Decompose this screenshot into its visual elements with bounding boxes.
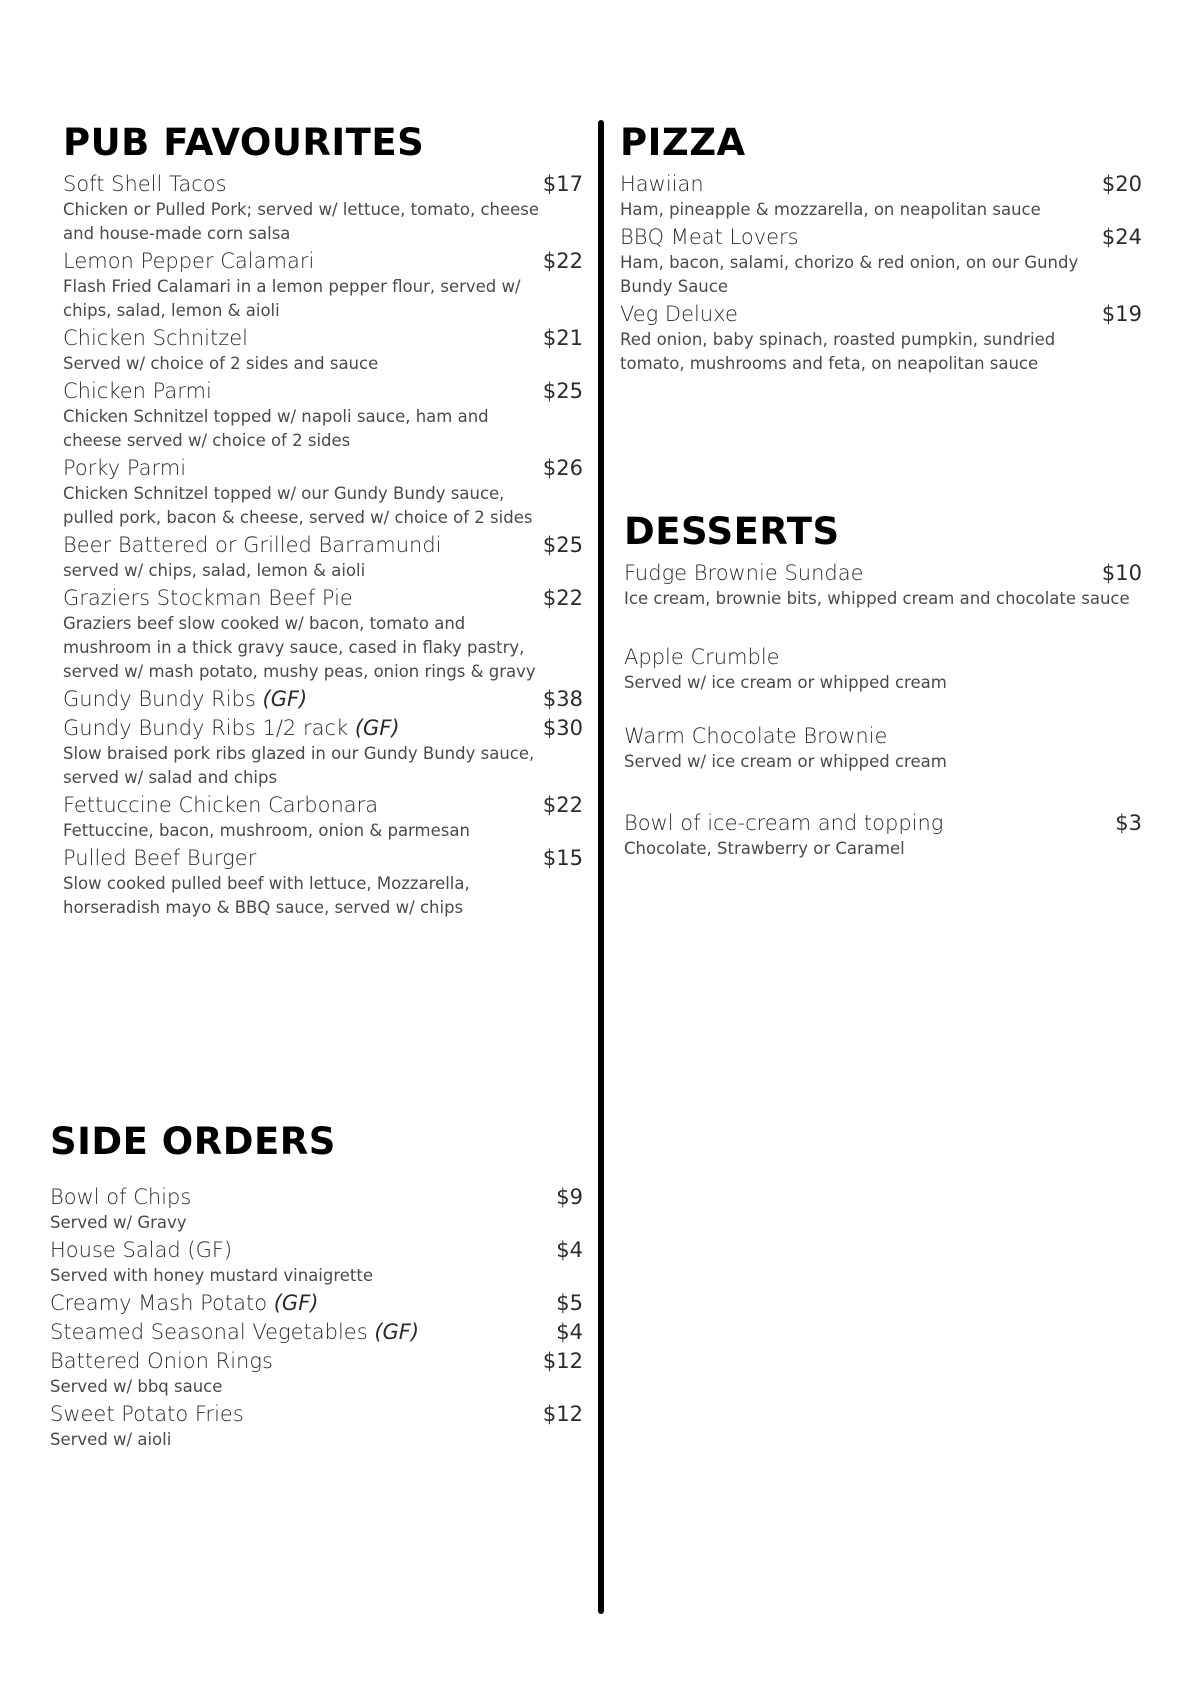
menu-item-description: served w/ chips, salad, lemon & aioli [63,561,366,580]
menu-item-name [63,248,314,275]
menu-item [63,248,583,323]
menu-item [50,1401,583,1452]
menu-item [50,1184,583,1235]
menu-item-name [50,1401,244,1428]
side-orders-section [50,1122,583,1452]
menu-item-name [624,560,864,587]
menu-item-title: Hawiian [620,172,704,196]
menu-item-name [63,845,256,872]
menu-item-description: Served w/ choice of 2 sides and sauce [63,354,379,373]
menu-item [63,585,583,684]
side-orders-list [50,1184,583,1452]
menu-item [624,723,1142,774]
menu-item-price: $15 [542,846,583,870]
menu-item [63,845,583,920]
menu-item-name [50,1348,273,1375]
menu-item-price: $21 [542,326,583,350]
menu-item-name [63,171,227,198]
menu-item-row [63,585,583,612]
menu-item [624,644,1142,695]
menu-item-row [624,560,1142,587]
menu-item [63,532,583,583]
pizza-section [620,123,1142,376]
menu-item-row [63,171,583,198]
menu-item-row [50,1401,583,1428]
menu-item-name [63,378,212,405]
gluten-free-tag: (GF) [348,716,400,740]
menu-item-title: Fudge Brownie Sundae [624,561,864,585]
menu-item-price: $10 [1101,561,1142,585]
menu-item-name [63,325,248,352]
menu-item [50,1237,583,1288]
menu-item-price: $9 [556,1185,583,1209]
menu-item-row [63,325,583,352]
menu-item-row [63,792,583,819]
menu-item-row [50,1319,583,1346]
menu-item-name [50,1290,318,1317]
menu-item-name [50,1319,419,1346]
menu-item-title: Lemon Pepper Calamari [63,249,315,273]
desserts-heading: DESSERTS [624,510,840,553]
menu-item-description: Served w/ Gravy [50,1213,187,1232]
menu-item-name [620,171,704,198]
menu-item-title: Bowl of ice-cream and topping [624,811,944,835]
menu-item-name [624,810,943,837]
gluten-free-tag: (GF) [267,1291,319,1315]
menu-item-description: Slow braised pork ribs glazed in our Gundy Bundy sauce, served w/ salad and chips [63,744,535,787]
menu-item-description: Served w/ aioli [50,1430,172,1449]
menu-item-name [624,644,780,671]
menu-item-title: Apple Crumble [624,645,780,669]
menu-item-price: $5 [556,1291,583,1315]
menu-item-title: Gundy Bundy Ribs [63,687,256,711]
menu-item-name [50,1184,191,1211]
menu-item-title: House Salad (GF) [50,1238,233,1262]
menu-item-description: Served w/ bbq sauce [50,1377,223,1396]
menu-item-price: $3 [1115,811,1142,835]
column-divider [598,120,604,1614]
menu-item-row [63,845,583,872]
menu-item-description: Served w/ ice cream or whipped cream [624,673,947,692]
menu-item-name [63,792,378,819]
menu-item-price: $19 [1101,302,1142,326]
menu-item-description: Ice cream, brownie bits, whipped cream and chocolate sauce [624,589,1130,608]
menu-item-title: Fettuccine Chicken Carbonara [63,793,379,817]
menu-item [63,686,583,713]
menu-item-row [624,810,1142,837]
menu-item-price: $22 [542,586,583,610]
menu-item-name [624,723,887,750]
menu-item [63,325,583,376]
gluten-free-tag: (GF) [367,1320,420,1344]
menu-item [50,1319,583,1346]
gluten-free-tag: (GF) [255,687,308,711]
menu-item-row [620,224,1142,251]
menu-item-row [50,1290,583,1317]
menu-item-name [50,1237,232,1264]
menu-item-name [620,301,738,328]
menu-item [624,560,1142,611]
menu-item-description: Ham, bacon, salami, chorizo & red onion, on our Gundy Bundy Sauce [620,253,1079,296]
menu-item-title: Sweet Potato Fries [50,1402,244,1426]
menu-item-row [620,171,1142,198]
menu-item-row [50,1348,583,1375]
menu-item [63,455,583,530]
menu-item-title: Battered Onion Rings [50,1349,273,1373]
menu-item-row [63,378,583,405]
menu-item-price: $26 [542,456,583,480]
menu-item [620,301,1142,376]
menu-item-row [63,455,583,482]
menu-item-name [620,224,799,251]
menu-item-price: $30 [542,716,583,740]
menu-item-row [624,644,1142,671]
menu-item-row [63,532,583,559]
menu-item-description: Chicken Schnitzel topped w/ our Gundy Bundy sauce, pulled pork, bacon & cheese, served w/ choice of 2 sides [63,484,533,527]
menu-item-description: Chicken Schnitzel topped w/ napoli sauce, ham and cheese served w/ choice of 2 sides [63,407,489,450]
menu-item-title: Gundy Bundy Ribs 1/2 rack [63,716,349,740]
menu-item [620,224,1142,299]
menu-item-description: Red onion, baby spinach, roasted pumpkin, sundried tomato, mushrooms and feta, on neapolitan sauce [620,330,1056,373]
menu-item-description: Fettuccine, bacon, mushroom, onion & parmesan [63,821,470,840]
menu-item-description: Served w/ ice cream or whipped cream [624,752,947,771]
pizza-list [620,171,1142,376]
menu-item-description: Slow cooked pulled beef with lettuce, Mozzarella, horseradish mayo & BBQ sauce, served w/ chips [63,874,470,917]
menu-item-price: $12 [542,1349,583,1373]
menu-item-name [63,532,442,559]
menu-item-price: $4 [556,1320,583,1344]
menu-item [63,715,583,790]
menu-item-row [63,248,583,275]
menu-item-name [63,455,186,482]
menu-item-row [63,686,583,713]
menu-item-description: Chocolate, Strawberry or Caramel [624,839,905,858]
menu-item-title: Soft Shell Tacos [63,172,227,196]
menu-item-price: $20 [1101,172,1142,196]
menu-item-title: Bowl of Chips [50,1185,192,1209]
menu-item [624,810,1142,861]
pub-favourites-heading: PUB FAVOURITES [63,121,425,164]
menu-item-row [63,715,583,742]
menu-item-name [63,585,353,612]
menu-item-row [624,723,1142,750]
pizza-heading: PIZZA [620,121,746,164]
menu-item-title: Warm Chocolate Brownie [624,724,888,748]
menu-item-description: Ham, pineapple & mozzarella, on neapolitan sauce [620,200,1041,219]
menu-item-title: Graziers Stockman Beef Pie [63,586,353,610]
menu-item-price: $38 [542,687,583,711]
desserts-section [624,512,1142,861]
menu-item-name [63,715,400,742]
menu-item-title: Chicken Schnitzel [63,326,249,350]
menu-item-description: Served with honey mustard vinaigrette [50,1266,374,1285]
menu-item-description: Chicken or Pulled Pork; served w/ lettuce, tomato, cheese and house-made corn salsa [63,200,540,243]
menu-item-description: Flash Fried Calamari in a lemon pepper flour, served w/ chips, salad, lemon & aioli [63,277,521,320]
side-orders-heading: SIDE ORDERS [50,1120,336,1163]
menu-item-title: Steamed Seasonal Vegetables [50,1320,368,1344]
menu-item-price: $22 [542,793,583,817]
menu-item [63,792,583,843]
menu-item-description: Graziers beef slow cooked w/ bacon, tomato and mushroom in a thick gravy sauce, cased in flaky pastry, served w/ mash potato, mushy peas, onion rings & gravy [63,614,536,681]
menu-item-row [620,301,1142,328]
menu-item-title: Creamy Mash Potato [50,1291,268,1315]
menu-item [63,171,583,246]
menu-item-title: Veg Deluxe [620,302,738,326]
pub-favourites-section [63,123,583,920]
menu-item-title: Chicken Parmi [63,379,212,403]
menu-item-price: $25 [542,533,583,557]
menu-item-price: $17 [542,172,583,196]
menu-item-row [50,1237,583,1264]
menu-item-title: Pulled Beef Burger [63,846,257,870]
menu-item-title: Porky Parmi [63,456,187,480]
menu-item-price: $24 [1101,225,1142,249]
desserts-list [624,560,1142,861]
menu-item-price: $25 [542,379,583,403]
menu-item [63,378,583,453]
menu-item-name [63,686,307,713]
menu-item-row [50,1184,583,1211]
menu-item [50,1290,583,1317]
menu-item-price: $22 [542,249,583,273]
menu-item-price: $4 [556,1238,583,1262]
menu-item [50,1348,583,1399]
menu-item-title: Beer Battered or Grilled Barramundi [63,533,442,557]
pub-favourites-list [63,171,583,920]
menu-item-title: BBQ Meat Lovers [620,225,799,249]
menu-item-price: $12 [542,1402,583,1426]
menu-item [620,171,1142,222]
